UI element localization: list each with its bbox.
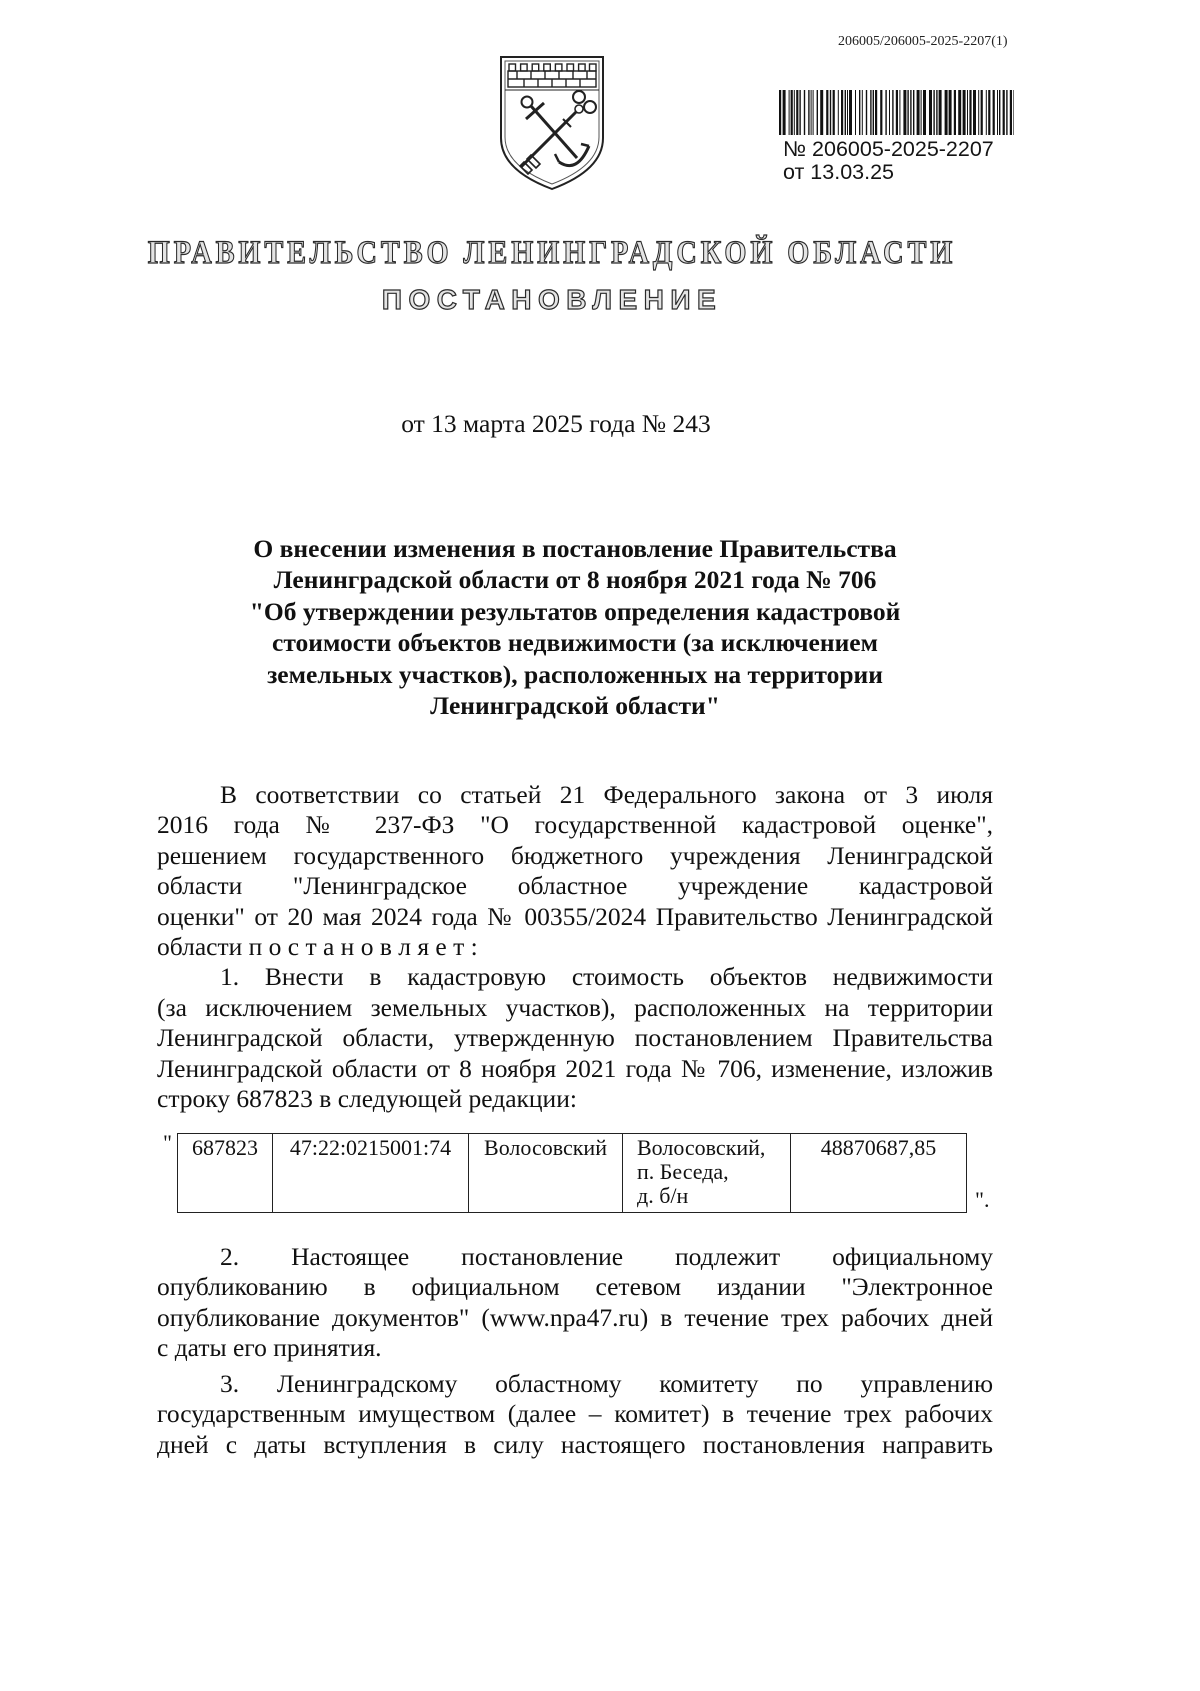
barcode-bar: [949, 90, 952, 135]
barcode-bar: [1003, 90, 1005, 135]
barcode-bar: [796, 90, 798, 135]
document-type-heading: ПОСТАНОВЛЕНИЕ: [381, 284, 723, 315]
barcode-bar: [1010, 90, 1012, 135]
item-1-line: строку 687823 в следующей редакции:: [157, 1083, 577, 1113]
barcode-bar: [981, 90, 983, 135]
barcode-bar: [923, 90, 926, 135]
barcode-bar: [993, 90, 995, 135]
preamble-line: 2016 года № 237-ФЗ "О государственной кадастровой оценке",: [157, 810, 993, 840]
wall-merlon: [579, 64, 586, 71]
wall-merlon: [521, 64, 528, 71]
barcode-bar: [826, 90, 828, 135]
barcode-bar: [817, 90, 818, 135]
item-2-line: опубликование документов" (www.npa47.ru) в течение трех рабочих дней: [157, 1302, 993, 1332]
barcode-bar: [999, 90, 1000, 135]
key-bow-loop: [573, 91, 585, 103]
barcode-bar: [875, 90, 877, 135]
preamble-line: решением государственного бюджетного учреждения Ленинградской: [157, 840, 993, 870]
table-cell-district: Волосовский: [469, 1134, 623, 1213]
title-line: Ленинградской области": [430, 690, 720, 720]
barcode-bar: [954, 90, 956, 135]
wall-bricks: [508, 71, 596, 87]
item-3-line: государственным имуществом (далее – комитет) в течение трех рабочих: [157, 1399, 993, 1429]
barcode-bar: [885, 90, 886, 135]
anchor-ring: [522, 97, 533, 108]
barcode-bar: [833, 90, 835, 135]
barcode-bar: [799, 90, 800, 135]
barcode-bar: [830, 90, 831, 135]
barcode-bar: [870, 90, 871, 135]
table-cell-cadastral-value: 48870687,85: [791, 1134, 967, 1213]
barcode-bar: [820, 90, 823, 135]
barcode-bar: [986, 90, 987, 135]
barcode-bar: [862, 90, 863, 135]
key-shaft: [521, 112, 576, 167]
barcode-bar: [997, 90, 998, 135]
key-bow-loop: [584, 101, 596, 113]
barcode-icon: [778, 90, 1015, 135]
barcode-bar: [838, 90, 839, 135]
wall-merlon: [590, 64, 597, 71]
address-line: д. б/н: [637, 1183, 689, 1208]
item-2-line: 2. Настоящее постановление подлежит официальному: [220, 1242, 993, 1271]
key-bow-loop: [575, 105, 583, 113]
barcode-bar: [899, 90, 900, 135]
barcode-bar: [808, 90, 809, 135]
document-body-item-3: [157, 1369, 993, 1460]
preamble-line: области "Ленинградское областное учреждение кадастровой: [157, 871, 993, 901]
barcode-bar: [889, 90, 890, 135]
shield-outline: [501, 57, 603, 189]
wall-merlon: [567, 64, 574, 71]
barcode-bar: [1006, 90, 1007, 135]
item-3-line: дней с даты вступления в силу настоящего постановления направить: [157, 1429, 993, 1459]
barcode-bar: [896, 90, 898, 135]
table-cell-row-number: 687823: [178, 1134, 273, 1213]
title-line: стоимости объектов недвижимости (за исключением: [272, 628, 878, 658]
barcode-bar: [988, 90, 990, 135]
item-1-line: (за исключением земельных участков), расположенных на территории: [157, 992, 993, 1022]
barcode-bar: [813, 90, 814, 135]
title-line: Ленинградской области от 8 ноября 2021 года № 706: [273, 565, 877, 595]
preamble-line: оценки" от 20 мая 2024 года № 00355/2024 Правительство Ленинградской: [157, 901, 993, 931]
barcode-bar: [958, 90, 961, 135]
barcode-bar: [903, 90, 906, 135]
registration-date: от 13.03.25: [783, 160, 894, 184]
barcode-bar: [866, 90, 867, 135]
table-cell-address: [623, 1134, 791, 1213]
barcode-bar: [783, 90, 786, 135]
barcode-bar: [779, 90, 781, 135]
barcode-bar: [969, 90, 971, 135]
barcode-bar: [880, 90, 882, 135]
table-close-quote: ".: [975, 1187, 990, 1212]
fortress-wall: [505, 64, 599, 90]
barcode-bar: [963, 90, 966, 135]
item-1-line: Ленинградской области, утвержденную постановлением Правительства: [157, 1023, 993, 1053]
barcode-bar: [929, 90, 932, 135]
table-open-quote: ": [163, 1130, 172, 1155]
cadastral-value-table: [177, 1133, 967, 1213]
title-line: О внесении изменения в постановление Правительства: [253, 534, 897, 563]
item-3-line: 3. Ленинградскому областному комитету по управлению: [220, 1369, 993, 1398]
address-line: Волосовский,: [637, 1135, 766, 1160]
wall-merlon: [555, 64, 562, 71]
title-line: земельных участков), расположенных на территории: [267, 659, 883, 689]
barcode-bar: [917, 90, 920, 135]
barcode-bar: [939, 90, 942, 135]
barcode-bar: [847, 90, 848, 135]
barcode-bar: [811, 90, 812, 135]
barcode-bar: [921, 90, 922, 135]
coat-of-arms-icon: [497, 52, 607, 192]
barcode-bar: [804, 90, 805, 135]
barcode-bar: [873, 90, 874, 135]
barcode-bar: [978, 90, 979, 135]
barcode-bar: [910, 90, 911, 135]
barcode-bar: [907, 90, 908, 135]
barcode-bar: [973, 90, 976, 135]
barcode-bar: [789, 90, 790, 135]
barcode-bar: [791, 90, 793, 135]
barcode-bar: [859, 90, 860, 135]
barcode-bar: [945, 90, 948, 135]
wall-merlon: [509, 64, 516, 71]
barcode-bar: [933, 90, 934, 135]
wall-merlon: [532, 64, 539, 71]
barcode-bar: [936, 90, 937, 135]
barcode-bar: [849, 90, 852, 135]
document-body-preamble: [157, 780, 993, 1114]
barcode-bar: [845, 90, 846, 135]
barcode-bar: [841, 90, 843, 135]
table-cell-cadastral-number: 47:22:0215001:74: [273, 1134, 469, 1213]
wall-merlon: [544, 64, 551, 71]
document-body-item-2: [157, 1242, 993, 1364]
preamble-line: области п о с т а н о в л я е т :: [157, 931, 478, 961]
item-1-line: Ленинградской области от 8 ноября 2021 года № 706, изменение, изложив: [157, 1053, 993, 1083]
table-row: [178, 1134, 967, 1213]
item-1-line: 1. Внести в кадастровую стоимость объектов недвижимости: [220, 962, 993, 992]
document-title: [157, 533, 993, 721]
barcode-bar: [913, 90, 914, 135]
title-line: "Об утверждении результатов определения кадастровой: [249, 596, 901, 626]
preamble-line: В соответствии со статьей 21 Федерального закона от 3 июля: [220, 780, 993, 809]
issuer-heading: ПРАВИТЕЛЬСТВО ЛЕНИНГРАДСКОЙ ОБЛАСТИ: [147, 235, 957, 271]
barcode-bar: [967, 90, 968, 135]
barcode-bar: [1013, 90, 1014, 135]
document-date-number: от 13 марта 2025 года № 243: [401, 409, 711, 438]
barcode-bar: [794, 90, 795, 135]
barcode-bar: [892, 90, 893, 135]
item-2-line: опубликованию в официальном сетевом издании "Электронное: [157, 1272, 993, 1302]
registration-number: № 206005-2025-2207: [783, 137, 994, 161]
barcode-bar: [855, 90, 856, 135]
address-line: п. Беседа,: [637, 1159, 729, 1184]
document-reference: 206005/206005-2025-2207(1): [838, 34, 1008, 49]
item-2-line: с даты его принятия.: [157, 1333, 382, 1363]
